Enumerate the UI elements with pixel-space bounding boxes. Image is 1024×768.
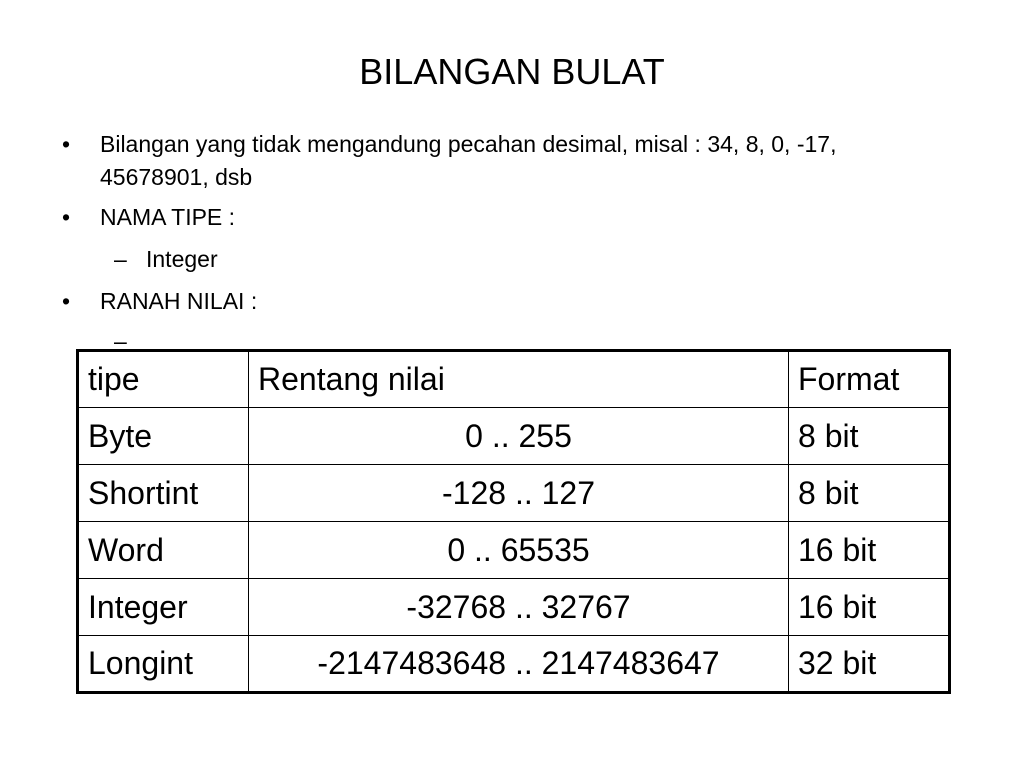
table-row [78,579,950,636]
header-cell-format: Format [789,351,950,408]
header-cell-range: Rentang nilai [249,351,789,408]
cell-type: Integer [78,579,249,636]
cell-format: 8 bit [789,408,950,465]
integer-types-table [76,349,951,694]
cell-range: -32768 .. 32767 [249,579,789,636]
bullet-item-value-range [62,285,900,318]
bullet-item-type-name [62,201,900,234]
cell-type: Byte [78,408,249,465]
header-cell-type: tipe [78,351,249,408]
cell-type: Word [78,522,249,579]
cell-type: Longint [78,636,249,693]
bullet-text: RANAH NILAI : [100,288,258,314]
bullet-icon: • [62,204,71,230]
cell-range: 0 .. 65535 [249,522,789,579]
bullet-icon: • [62,288,71,314]
dash-icon: – [114,246,127,272]
table-row [78,636,950,693]
table-row [78,465,950,522]
sub-item-integer [114,243,218,276]
cell-format: 16 bit [789,579,950,636]
table-row [78,408,950,465]
bullet-text: NAMA TIPE : [100,204,236,230]
cell-type: Shortint [78,465,249,522]
dash-icon: – [114,328,127,354]
cell-format: 16 bit [789,522,950,579]
slide-title: BILANGAN BULAT [359,51,665,92]
bullet-icon: • [62,131,71,157]
cell-range: -2147483648 .. 2147483647 [249,636,789,693]
table-row [78,522,950,579]
bullet-text: Bilangan yang tidak mengandung pecahan desimal, misal : 34, 8, 0, -17, 45678901, dsb [100,131,837,190]
bullet-item-definition [62,128,900,194]
bullet-list [0,0,1024,360]
cell-format: 8 bit [789,465,950,522]
cell-format: 32 bit [789,636,950,693]
table-header-row [78,351,950,408]
sub-item-text: Integer [146,246,218,272]
cell-range: 0 .. 255 [249,408,789,465]
cell-range: -128 .. 127 [249,465,789,522]
